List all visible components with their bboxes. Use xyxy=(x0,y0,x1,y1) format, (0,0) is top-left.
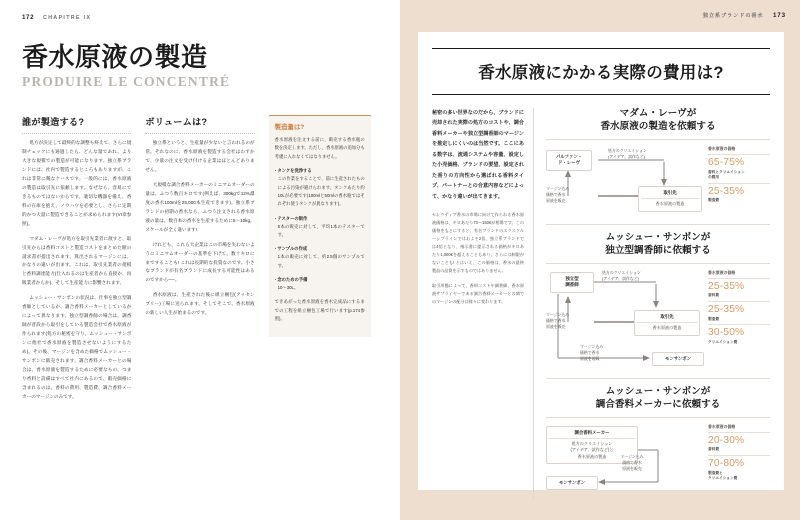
value-label: 製造費 xyxy=(708,198,720,203)
partner-box-title: 取引先 xyxy=(663,189,677,195)
margin-sale-label xyxy=(546,186,592,205)
value-rule xyxy=(708,278,770,279)
diagram-column xyxy=(546,108,770,500)
intro-note: セレクティブ香水の市場に向けて作られる香水原液価格は、キロあたり70〜150€が相場です。この価格をもとにすると、有名ブランドのエクスクルーシブラインではおよそ2倍、独立系ブランドでは4倍となり、指示書に提示される価格がキロあたり1,000€を超えることもあり、さらには制限がないことも! とはいえ、この価格は、香水の最終製品の品質を示すものではありません。 xyxy=(432,211,524,273)
partner-box xyxy=(634,310,700,336)
sidebox-heading: 製造量は? xyxy=(274,124,305,132)
diagram-section-fragrance-house xyxy=(546,378,770,496)
col1-paragraph: マダム・レーヴが処方を取引先業者に渡すと、取引先からは香料コストと製造コストをまとめた額の請求書が提出されます。算出されるマージンには、かなりの違いが出ます。これは、取引先業者の規模と香料調達能力(仕入れるのは生産者から直接か、再販業者からか)、そして生産能力に影響されます。 xyxy=(22,235,132,286)
resell-label xyxy=(580,344,632,363)
margin-label-line3: 原液を販売 xyxy=(546,324,566,330)
sidebox-item-detail: この作業をすることで、前に生産されたものによる汚染が避けられます。タンクあたり約10Lが必要です(100mlと50mlの香水瓶ではそれぞれ使うタンクが異なります)。 xyxy=(277,176,365,207)
margin-label-line2: 価格で香水 xyxy=(546,318,566,323)
margin-label-line1: マージン込み xyxy=(546,185,570,191)
col2-paragraph: けれども、これら大企業はこの市場を失わないようにミニマムオーダーの基準を下げて、数十キロにまですることも! これは長期的な投資なのです。小さなブランドが有名ブランドに成長する可能性はあるのですから──。 xyxy=(145,241,255,283)
diagram-title-line2: 香水原液の製造を依頼する xyxy=(600,120,716,132)
left-chapter-label: CHAPITRE IX xyxy=(43,15,92,21)
sidebox-intro: 香水原液を注文する前に、販売する香水瓶の数を決定します。ただし、香水原液の追加分も考慮に入れなくてはなりません。 xyxy=(274,137,365,159)
intro-note: 取引形態によって、香料コストや調香師、香水原液サプライヤーである調合香料メーカーとの間でのマージンの配分は様々に変わります。 xyxy=(432,282,524,304)
value-label xyxy=(708,170,770,181)
resell-label-line2: 価格で香水 xyxy=(580,350,600,355)
value-label-line2: クリエイション費 xyxy=(708,476,738,481)
value-column-heading: 香水原液の価格 xyxy=(708,269,736,275)
maker-sub-line1: 処方のクリエイション xyxy=(571,441,613,447)
creation-label-line2: (アイデア、試作など) xyxy=(602,276,639,281)
value-percent: 30-50% xyxy=(708,327,745,339)
partner-box-subtitle: 香水原液の製造 xyxy=(637,322,697,331)
margin-label-line2: 価格で香水 xyxy=(622,459,642,465)
cost-panel xyxy=(418,32,784,490)
diagram-title-line1: マダム・レーヴが xyxy=(619,108,697,119)
value-label xyxy=(708,471,770,482)
value-rule xyxy=(708,183,770,184)
value-percent: 25-35% xyxy=(708,280,745,292)
right-page xyxy=(400,0,800,520)
creation-label-line1: 処方のクリエイション xyxy=(602,269,641,275)
partner-box xyxy=(638,186,702,212)
intro-lead: 秘密の多い世界なのだから、ブランドに売却された実際の処方のコストや、調合香料メーカーや独立型調香師のマージンを推定しにくいのは当然です。ここにある数字は、流通システムや容量、設定した小売価格、ブランドの要望、設定された香りの方向性から選ばれる香料タイプ、パートナーとの合意内容などによって、かなり違いが出てきます。 xyxy=(432,110,524,200)
col1-divider xyxy=(22,133,131,134)
diagram-title-line2: 独立型調香師に依頼する xyxy=(605,244,711,256)
value-percent: 25-35% xyxy=(708,185,745,197)
margin-label-line1: マージン込み xyxy=(546,311,570,317)
column-who-produces xyxy=(22,114,131,408)
actor-box-parfums-de-reve xyxy=(546,150,592,171)
margin-sale-label xyxy=(546,312,592,331)
partner-box-title: 取引先 xyxy=(660,313,674,319)
actor-box-line1: 独立型 xyxy=(565,275,579,281)
diagram-title xyxy=(546,108,770,134)
creation-label-line1: 処方のクリエイション xyxy=(608,147,647,153)
sidebox-item-detail: 1本の販売に対して、約2.5個のサンプルです。 xyxy=(277,254,365,268)
right-running-head xyxy=(414,12,786,19)
diagram-row xyxy=(546,146,770,220)
value-percent: 20-30% xyxy=(708,434,745,446)
col2-paragraph: 大規模な調合香料メーカーのミニマムオーダーの量は、ふつう数百キロです(例えば、300kgで12%濃度の香水100mlを25,000本生産できます)。独立系ブランドの初期の香水なら、ふつう注文される香水原液の量は、数百本の香水を生産するために5〜10kg。スケールが全く違います! xyxy=(145,181,255,232)
resell-label-line1: マージン込み xyxy=(580,343,604,349)
value-percent: 25-35% xyxy=(708,304,745,316)
panel-title: 香水原液にかかる実際の費用は? xyxy=(478,64,724,82)
diagram-row xyxy=(546,424,770,496)
value-label-line1: 香料とクリエイション xyxy=(708,169,745,174)
resell-label-line3: 原液を再販 xyxy=(580,356,600,362)
diagram-title xyxy=(546,386,770,412)
diagram-title-rule xyxy=(546,417,770,418)
right-folio: 173 xyxy=(772,12,786,19)
column-volume xyxy=(145,114,254,408)
value-label: クリエイション費 xyxy=(708,340,738,344)
value-label: 香料費 xyxy=(708,447,720,452)
diagram-title-line1: ムッシュー・サンボンが xyxy=(605,231,711,243)
diagram-graphic xyxy=(546,270,702,374)
margin-sale-label xyxy=(608,454,656,473)
sidebox-item-detail: 5本の販売に対して、平均1本のテスターです。 xyxy=(277,223,365,237)
actor-box-line2: ド・レーヴ xyxy=(558,160,580,166)
actor-box-line1: パルファン・ xyxy=(555,153,583,159)
margin-label-line2: 価格で香水 xyxy=(546,192,566,198)
col2-divider xyxy=(145,133,254,134)
sidebox-item xyxy=(275,245,365,270)
sidebox-item xyxy=(275,215,365,240)
end-box-mon-sanbon: モンサンボン xyxy=(546,476,598,491)
maker-box-title: 調合香料メーカー xyxy=(574,429,610,435)
col2-paragraph: 香水原液は、生産された後に組立梱包(アッセンブリー)工場に送られます。そしてそこで、香水原液の新しい人生が始まるのです。 xyxy=(145,292,255,316)
sidebox-item-title: ‧ タンクを洗浄する xyxy=(275,167,365,175)
value-label: 製造費 xyxy=(708,316,720,321)
value-label: 香料費 xyxy=(708,293,720,298)
margin-label-line3: 原液を販売 xyxy=(622,466,642,472)
sidebox-item-detail: 10〜30L。 xyxy=(277,284,299,290)
diagram-title xyxy=(546,232,770,258)
diagram-graphic xyxy=(546,146,702,220)
maker-sub-line2: (アイデア、試作など)と xyxy=(570,447,614,453)
value-percent: 65-75% xyxy=(708,156,745,168)
col2-paragraph: 独立系というと、生産量が少ないと言われるのが常。それなのに、香水原液を製造する会社はわずかで、少量の注文を受け付ける企業はほとんどありません。 xyxy=(145,140,255,172)
panel-body xyxy=(432,108,770,500)
value-column-heading: 香水原液の価格 xyxy=(708,145,736,151)
creation-arrow-label xyxy=(608,148,682,161)
right-chapter-label: 独立系ブランドの香水 xyxy=(702,13,764,19)
column-sidebox xyxy=(269,114,378,408)
diagram-title-rule xyxy=(546,139,770,140)
margin-label-line1: マージン込み xyxy=(620,453,644,459)
value-column xyxy=(708,146,770,220)
panel-title-wrap xyxy=(432,48,770,95)
value-rule xyxy=(708,154,770,155)
maker-sub-line3: 香水原液の製造 xyxy=(577,453,607,459)
page-title: 香水原液の製造 xyxy=(22,42,208,72)
value-rule xyxy=(708,455,770,456)
diagram-section-independent-perfumer xyxy=(546,224,770,374)
sidebox-item-title: ‧ サンプルの作成 xyxy=(275,245,365,253)
col1-paragraph: ムッシュー・サンボンの状況は、仕事を独立型調香師としているか、調合香料メーカーとしているかによって異なります。独立型調香師の場合は、調香師が普段から取引をしている製造会社で香水原液が作られます(処方の秘密を守り、ムッシュー・サンボンに他社で香水原液を製造させないようにするため)。その後、マージンを含めた価格でムッシュー・サンボンに販売されます。調合香料メーカーとの場合は、香水原液を製造するために必要なもの、つまり香料と設備はすべて社内にあるので、販売価格に含まれるのは、香料の費用、製造費、調合香料メーカーのマージンのみです。 xyxy=(22,295,132,399)
partner-box-subtitle: 香水原液の製造 xyxy=(641,198,699,207)
creation-arrow-label xyxy=(602,270,676,283)
left-columns xyxy=(22,114,378,408)
value-rule xyxy=(708,301,770,302)
value-column xyxy=(708,270,770,374)
left-title-block xyxy=(22,43,378,90)
page-subtitle-french: PRODUIRE LE CONCENTRÉ xyxy=(22,74,231,90)
diagram-title-line2: 調合香料メーカーに依頼する xyxy=(595,398,721,410)
left-folio: 172 xyxy=(22,14,35,21)
diagram-row xyxy=(546,270,770,374)
col1-heading: 誰が製造する? xyxy=(22,117,85,128)
sidebox-item xyxy=(275,276,365,292)
value-column xyxy=(708,424,770,496)
sidebox-outro: できあがった香水原液を香水完成品にするまでの工程を組立梱包工場で行います(p.174参照)。 xyxy=(274,299,365,322)
actor-box-independent-perfumer xyxy=(550,272,594,293)
intro-column xyxy=(432,108,534,500)
value-label-line2: の費用 xyxy=(708,175,720,180)
col2-heading: ボリュームは? xyxy=(145,117,208,128)
sidebox-item xyxy=(275,167,365,208)
actor-box-line2: 調香師 xyxy=(565,282,579,288)
value-rule xyxy=(708,324,770,325)
sidebox-item-title: ‧ テスターの制作 xyxy=(275,215,365,223)
diagram-title-rule xyxy=(546,263,770,264)
value-column-heading: 香水原液の価格 xyxy=(708,423,736,429)
left-running-head xyxy=(22,14,378,21)
col1-paragraph: 処方が決定して最終的な調整も終えて、さらに規制チェックにも通過したら、どんな量であれ、より大きな規模での製造が可能になります。独立系ブランドには、社内で製造するところもありますが、これは非常に稀なケースです。一般的には、香水原液の製造は取引先に依頼します。なぜなら、容易にできるものではないからです。適切な機器を備え、香料の在庫を抱え、ノウハウを必要とし、さらに定期的かつ大量に製造できることが求められます(VI章参照)。 xyxy=(22,140,132,226)
value-percent: 70-80% xyxy=(708,457,745,469)
end-box-mon-sanbon: モンサンボン xyxy=(652,352,704,367)
margin-label-line3: 原液を販売 xyxy=(546,198,566,204)
value-rule xyxy=(708,432,770,433)
creation-label-line2: (アイデア、試作など) xyxy=(608,154,645,160)
diagram-graphic xyxy=(546,424,702,496)
diagram-section-madame-reve xyxy=(546,108,770,220)
diagram-title-line1: ムッシュー・サンボンが xyxy=(605,385,711,397)
sidebox-item-title: ‧ 念のための予備 xyxy=(275,276,365,284)
production-quantity-sidebox xyxy=(269,115,371,337)
value-label-line1: 製造費と xyxy=(708,470,723,475)
